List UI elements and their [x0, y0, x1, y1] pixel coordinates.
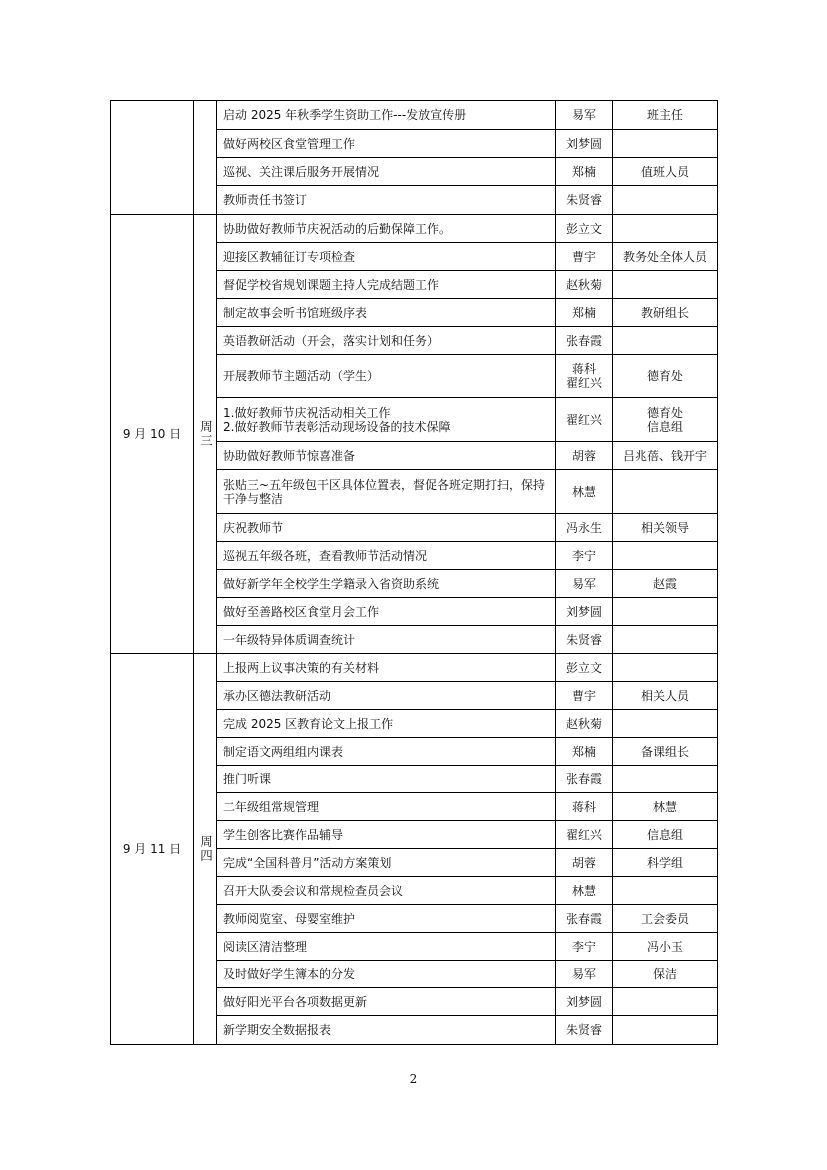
- person-cell: 翟红兴: [556, 398, 613, 442]
- person-cell: 郑楠: [556, 299, 613, 327]
- table-row: [111, 101, 718, 130]
- person-cell: 刘梦圆: [556, 598, 613, 626]
- cooperator-cell: 相关人员: [613, 682, 718, 710]
- task-cell: 巡视、关注课后服务开展情况: [217, 158, 556, 186]
- cooperator-cell: 科学组: [613, 849, 718, 877]
- person-cell: 彭立文: [556, 215, 613, 243]
- date-cell: 9 月 10 日: [111, 215, 194, 654]
- task-cell: 完成“全国科普月”活动方案策划: [217, 849, 556, 877]
- cooperator-cell: [613, 988, 718, 1016]
- person-cell: 易军: [556, 961, 613, 988]
- cooperator-cell: 德育处: [613, 355, 718, 398]
- task-cell: 1.做好教师节庆祝活动相关工作 2.做好教师节表彰活动现场设备的技术保障: [217, 398, 556, 442]
- schedule-table: [110, 100, 718, 1045]
- person-cell: 彭立文: [556, 654, 613, 682]
- person-cell: 刘梦圆: [556, 130, 613, 158]
- person-cell: 朱贤睿: [556, 186, 613, 215]
- person-cell: 林慧: [556, 877, 613, 905]
- task-cell: 新学期安全数据报表: [217, 1016, 556, 1045]
- cooperator-cell: [613, 877, 718, 905]
- person-cell: 易军: [556, 570, 613, 598]
- task-cell: 一年级特异体质调查统计: [217, 626, 556, 654]
- task-cell: 制定故事会听书馆班级序表: [217, 299, 556, 327]
- person-cell: 翟红兴: [556, 821, 613, 849]
- person-cell: 林慧: [556, 470, 613, 514]
- task-cell: 二年级组常规管理: [217, 793, 556, 821]
- person-cell: 胡蓉: [556, 442, 613, 470]
- cooperator-cell: [613, 271, 718, 299]
- cooperator-cell: [613, 654, 718, 682]
- person-cell: 郑楠: [556, 738, 613, 766]
- weekday-cell: [194, 101, 217, 215]
- weekday-cell: [194, 654, 217, 1045]
- cooperator-cell: 备课组长: [613, 738, 718, 766]
- cooperator-cell: 林慧: [613, 793, 718, 821]
- task-cell: 教师责任书签订: [217, 186, 556, 215]
- person-cell: 蒋科 翟红兴: [556, 355, 613, 398]
- cooperator-cell: [613, 215, 718, 243]
- task-cell: 英语教研活动（开会，落实计划和任务）: [217, 327, 556, 355]
- cooperator-cell: 保洁: [613, 961, 718, 988]
- cooperator-cell: 赵霞: [613, 570, 718, 598]
- cooperator-cell: 吕兆蓓、钱开宇: [613, 442, 718, 470]
- date-cell: 9 月 11 日: [111, 654, 194, 1045]
- person-cell: 张春霞: [556, 327, 613, 355]
- person-cell: 赵秋菊: [556, 710, 613, 738]
- person-cell: 张春霞: [556, 766, 613, 793]
- cooperator-cell: [613, 1016, 718, 1045]
- task-cell: 启动 2025 年秋季学生资助工作---发放宣传册: [217, 101, 556, 130]
- task-cell: 巡视五年级各班，查看教师节活动情况: [217, 542, 556, 570]
- task-cell: 阅读区清洁整理: [217, 933, 556, 961]
- cooperator-cell: 工会委员: [613, 905, 718, 933]
- person-cell: 曹宇: [556, 243, 613, 271]
- cooperator-cell: [613, 626, 718, 654]
- cooperator-cell: [613, 130, 718, 158]
- cooperator-cell: [613, 542, 718, 570]
- task-cell: 做好新学年全校学生学籍录入省资助系统: [217, 570, 556, 598]
- person-cell: 赵秋菊: [556, 271, 613, 299]
- cooperator-cell: 班主任: [613, 101, 718, 130]
- task-cell: 做好至善路校区食堂月会工作: [217, 598, 556, 626]
- person-cell: 朱贤睿: [556, 1016, 613, 1045]
- date-cell: [111, 101, 194, 215]
- cooperator-cell: 信息组: [613, 821, 718, 849]
- cooperator-cell: [613, 186, 718, 215]
- task-cell: 及时做好学生簿本的分发: [217, 961, 556, 988]
- weekday-label: 周四: [200, 834, 213, 863]
- weekday-label: 周三: [200, 419, 213, 448]
- table-row: [111, 215, 718, 243]
- person-cell: 蒋科: [556, 793, 613, 821]
- task-cell: 开展教师节主题活动（学生）: [217, 355, 556, 398]
- person-cell: 张春霞: [556, 905, 613, 933]
- schedule-body: [111, 101, 718, 1045]
- person-cell: 刘梦圆: [556, 988, 613, 1016]
- cooperator-cell: [613, 766, 718, 793]
- cooperator-cell: 教务处全体人员: [613, 243, 718, 271]
- person-cell: 朱贤睿: [556, 626, 613, 654]
- table-row: [111, 654, 718, 682]
- task-cell: 做好两校区食堂管理工作: [217, 130, 556, 158]
- person-cell: 李宁: [556, 933, 613, 961]
- task-cell: 召开大队委会议和常规检查员会议: [217, 877, 556, 905]
- task-cell: 承办区德法教研活动: [217, 682, 556, 710]
- person-cell: 易军: [556, 101, 613, 130]
- person-cell: 胡蓉: [556, 849, 613, 877]
- person-cell: 李宁: [556, 542, 613, 570]
- cooperator-cell: [613, 598, 718, 626]
- person-cell: 冯永生: [556, 514, 613, 542]
- task-cell: 推门听课: [217, 766, 556, 793]
- task-cell: 完成 2025 区教育论文上报工作: [217, 710, 556, 738]
- task-cell: 做好阳光平台各项数据更新: [217, 988, 556, 1016]
- cooperator-cell: [613, 327, 718, 355]
- task-cell: 庆祝教师节: [217, 514, 556, 542]
- person-cell: 曹宇: [556, 682, 613, 710]
- cooperator-cell: [613, 710, 718, 738]
- weekday-cell: [194, 215, 217, 654]
- person-cell: 郑楠: [556, 158, 613, 186]
- cooperator-cell: 德育处 信息组: [613, 398, 718, 442]
- task-cell: 上报两上议事决策的有关材料: [217, 654, 556, 682]
- task-cell: 张贴三~五年级包干区具体位置表，督促各班定期打扫，保持干净与整洁: [217, 470, 556, 514]
- cooperator-cell: 教研组长: [613, 299, 718, 327]
- task-cell: 协助做好教师节庆祝活动的后勤保障工作。: [217, 215, 556, 243]
- task-cell: 督促学校省规划课题主持人完成结题工作: [217, 271, 556, 299]
- task-cell: 学生创客比赛作品辅导: [217, 821, 556, 849]
- task-cell: 协助做好教师节惊喜准备: [217, 442, 556, 470]
- cooperator-cell: [613, 470, 718, 514]
- cooperator-cell: 相关领导: [613, 514, 718, 542]
- cooperator-cell: 冯小玉: [613, 933, 718, 961]
- task-cell: 教师阅览室、母婴室维护: [217, 905, 556, 933]
- task-cell: 迎接区教辅征订专项检查: [217, 243, 556, 271]
- page-number: 2: [409, 1072, 418, 1086]
- cooperator-cell: 值班人员: [613, 158, 718, 186]
- task-cell: 制定语文两组组内课表: [217, 738, 556, 766]
